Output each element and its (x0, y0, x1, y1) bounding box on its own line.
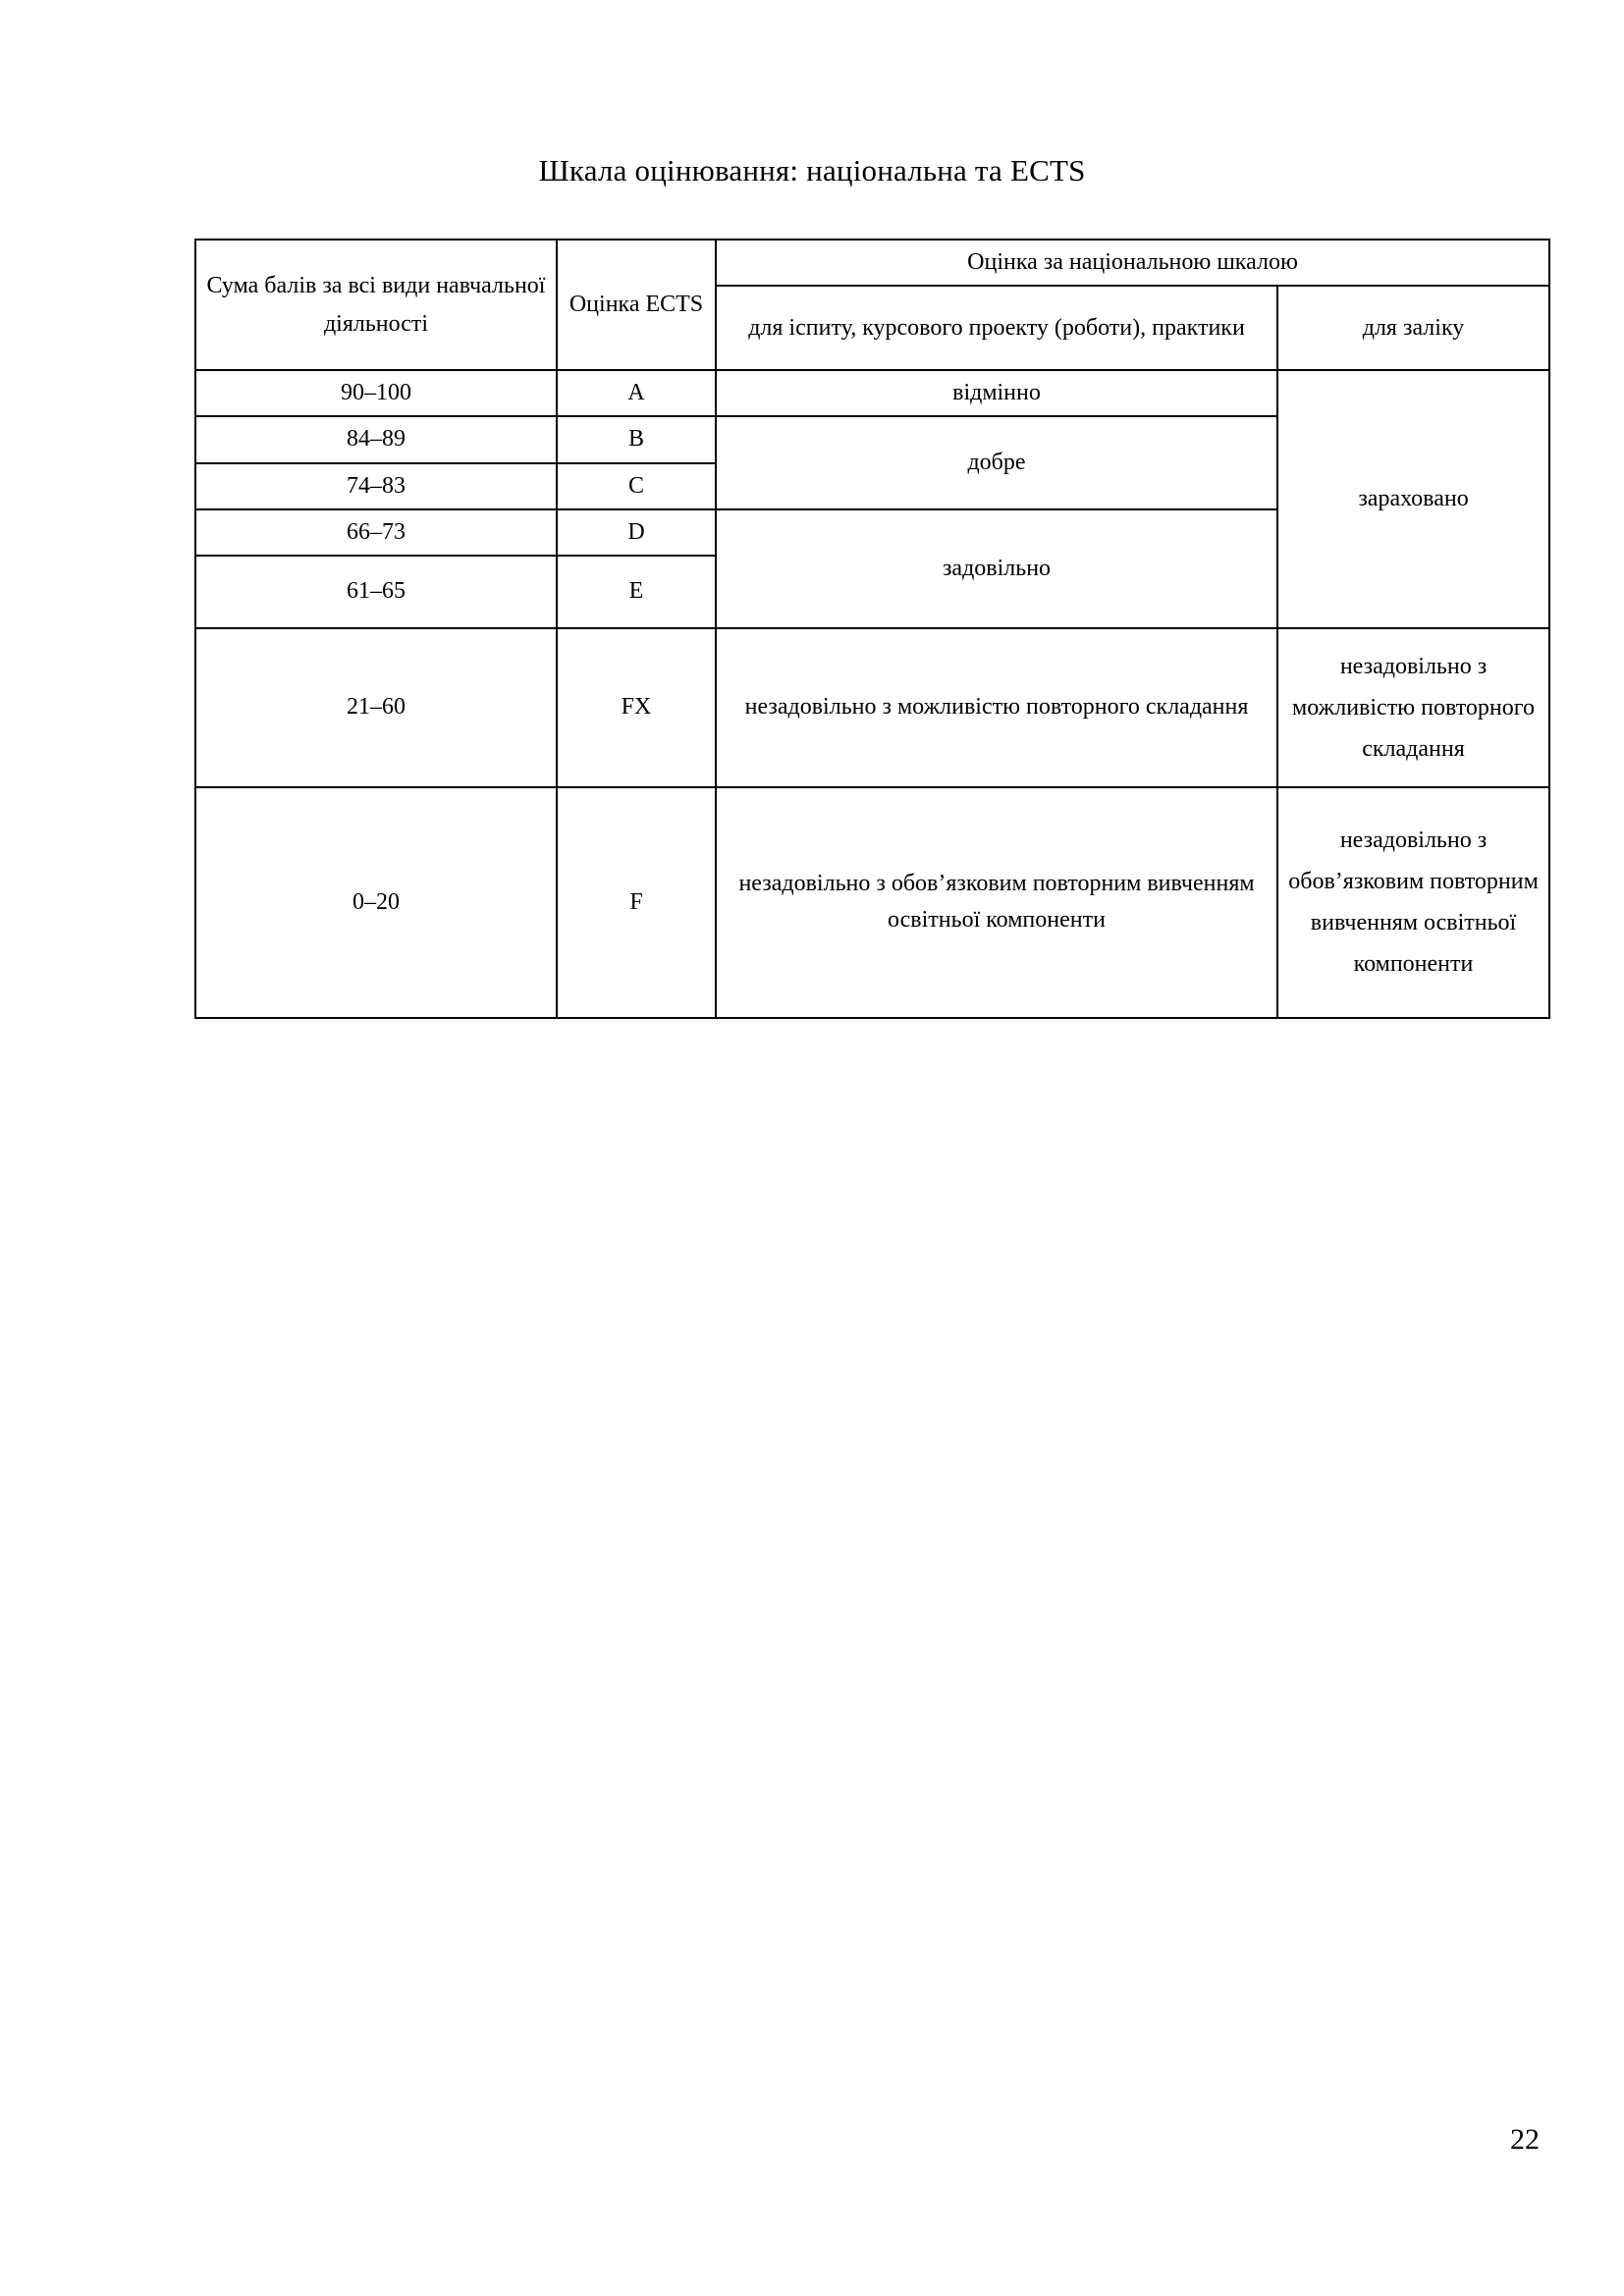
cell-ects-grade: A (557, 370, 716, 416)
cell-ects-grade: FX (557, 628, 716, 787)
table-row (195, 787, 1549, 1018)
cell-exam-mark: добре (716, 416, 1277, 508)
table-row (195, 628, 1549, 787)
cell-credit-mark: незадовільно з обов’язковим повторним вивченням освітньої компоненти (1277, 787, 1549, 1018)
cell-ects-grade: C (557, 463, 716, 509)
cell-ects-grade: B (557, 416, 716, 462)
cell-score-range: 61–65 (195, 556, 557, 628)
grading-scale-table (194, 239, 1550, 1019)
table-row (195, 370, 1549, 416)
cell-ects-grade: F (557, 787, 716, 1018)
cell-exam-mark: незадовільно з можливістю повторного складання (716, 628, 1277, 787)
cell-ects-grade: D (557, 509, 716, 556)
cell-credit-mark: зараховано (1277, 370, 1549, 628)
cell-score-range: 90–100 (195, 370, 557, 416)
page-title: Шкала оцінювання: національна та ECTS (538, 153, 1086, 187)
cell-score-range: 84–89 (195, 416, 557, 462)
cell-exam-mark: задовільно (716, 509, 1277, 628)
grading-scale-table-wrapper (194, 239, 1548, 1019)
cell-ects-grade: E (557, 556, 716, 628)
page-number: 22 (1510, 2123, 1540, 2156)
header-ects-grade: Оцінка ECTS (557, 240, 716, 370)
cell-exam-mark: відмінно (716, 370, 1277, 416)
header-national-scale: Оцінка за національною шкалою (716, 240, 1549, 286)
table-header-row-1 (195, 240, 1549, 286)
cell-score-range: 21–60 (195, 628, 557, 787)
header-for-exam: для іспиту, курсового проекту (роботи), практики (716, 286, 1277, 370)
cell-score-range: 66–73 (195, 509, 557, 556)
cell-credit-mark: незадовільно з можливістю повторного складання (1277, 628, 1549, 787)
cell-exam-mark: незадовільно з обов’язковим повторним вивченням освітньої компоненти (716, 787, 1277, 1018)
cell-score-range: 0–20 (195, 787, 557, 1018)
header-for-credit: для заліку (1277, 286, 1549, 370)
header-score-sum: Сума балів за всі види навчальної діяльності (195, 240, 557, 370)
cell-score-range: 74–83 (195, 463, 557, 509)
